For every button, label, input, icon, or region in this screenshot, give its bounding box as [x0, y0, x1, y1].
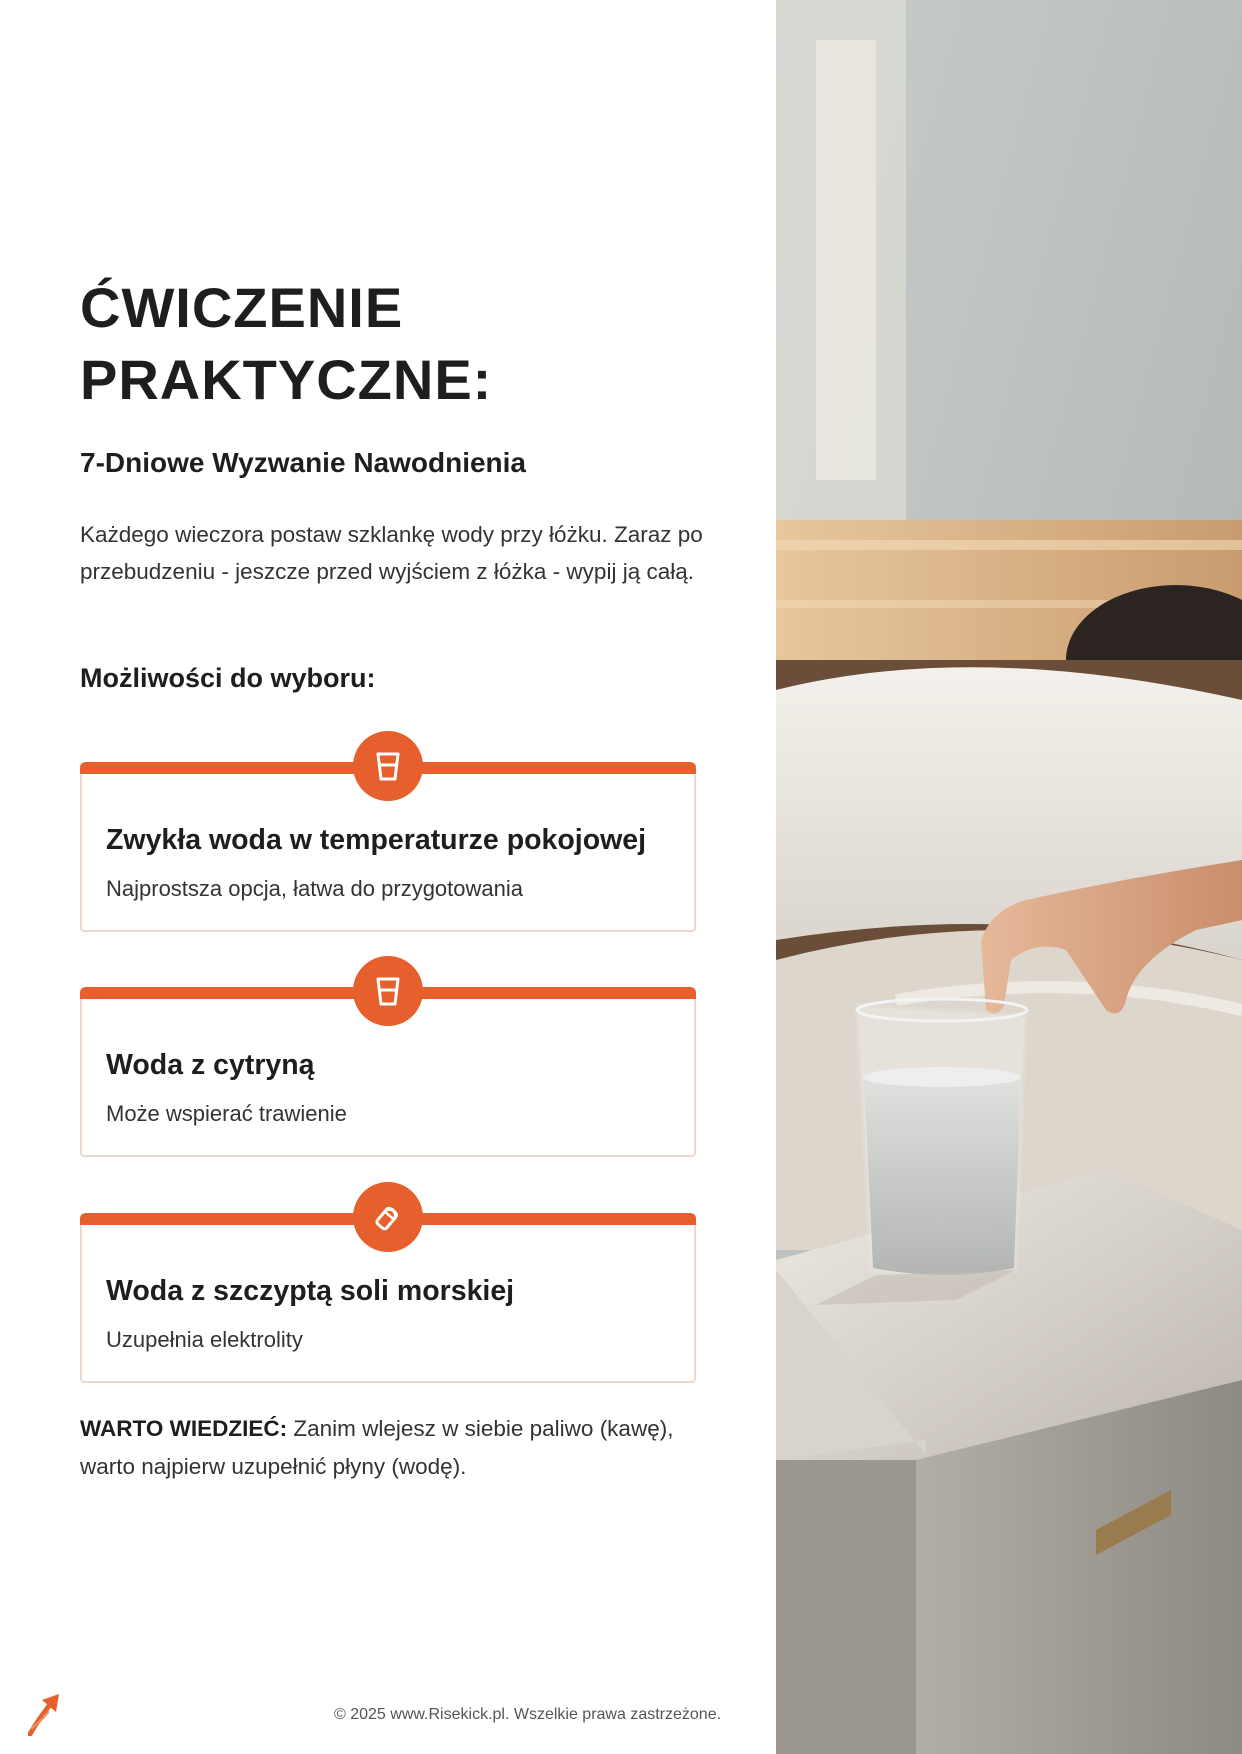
option-description: Może wspierać trawienie [106, 1101, 347, 1126]
salt-shaker-icon [353, 1182, 423, 1252]
option-card-1 [80, 762, 696, 932]
glass-icon [353, 956, 423, 1026]
option-description: Najprostsza opcja, łatwa do przygotowania [106, 876, 524, 901]
good-to-know-note [80, 1410, 700, 1486]
page-title-line-1: ĆWICZENIE [80, 276, 404, 339]
bedside-water-photo [776, 0, 1242, 1754]
good-to-know-label: WARTO WIEDZIEĆ: [80, 1416, 288, 1441]
option-title: Woda z cytryną [106, 1049, 315, 1081]
brand-logo-arrow-icon [28, 1690, 64, 1736]
option-card-3 [80, 1213, 696, 1383]
intro-paragraph: Każdego wieczora postaw szklankę wody przy łóżku. Zaraz po przebudzeniu - jeszcze przed wyjściem z łóżka - wypij ją całą. [80, 522, 703, 584]
option-title: Woda z szczyptą soli morskiej [106, 1275, 515, 1307]
options-heading: Możliwości do wyboru: [80, 663, 376, 693]
good-to-know-text: Zanim wlejesz w siebie paliwo (kawę), warto najpierw uzupełnić płyny (wodę). [80, 1416, 674, 1479]
option-description: Uzupełnia elektrolity [106, 1327, 303, 1352]
option-title: Zwykła woda w temperaturze pokojowej [106, 824, 647, 856]
page-title [80, 272, 492, 416]
page-title-line-2: PRAKTYCZNE: [80, 348, 493, 411]
footer-copyright: © 2025 www.Risekick.pl. Wszelkie prawa zastrzeżone. [334, 1706, 722, 1723]
option-card-2 [80, 987, 696, 1157]
challenge-subtitle: 7-Dniowe Wyzwanie Nawodnienia [80, 447, 527, 478]
glass-icon [353, 731, 423, 801]
